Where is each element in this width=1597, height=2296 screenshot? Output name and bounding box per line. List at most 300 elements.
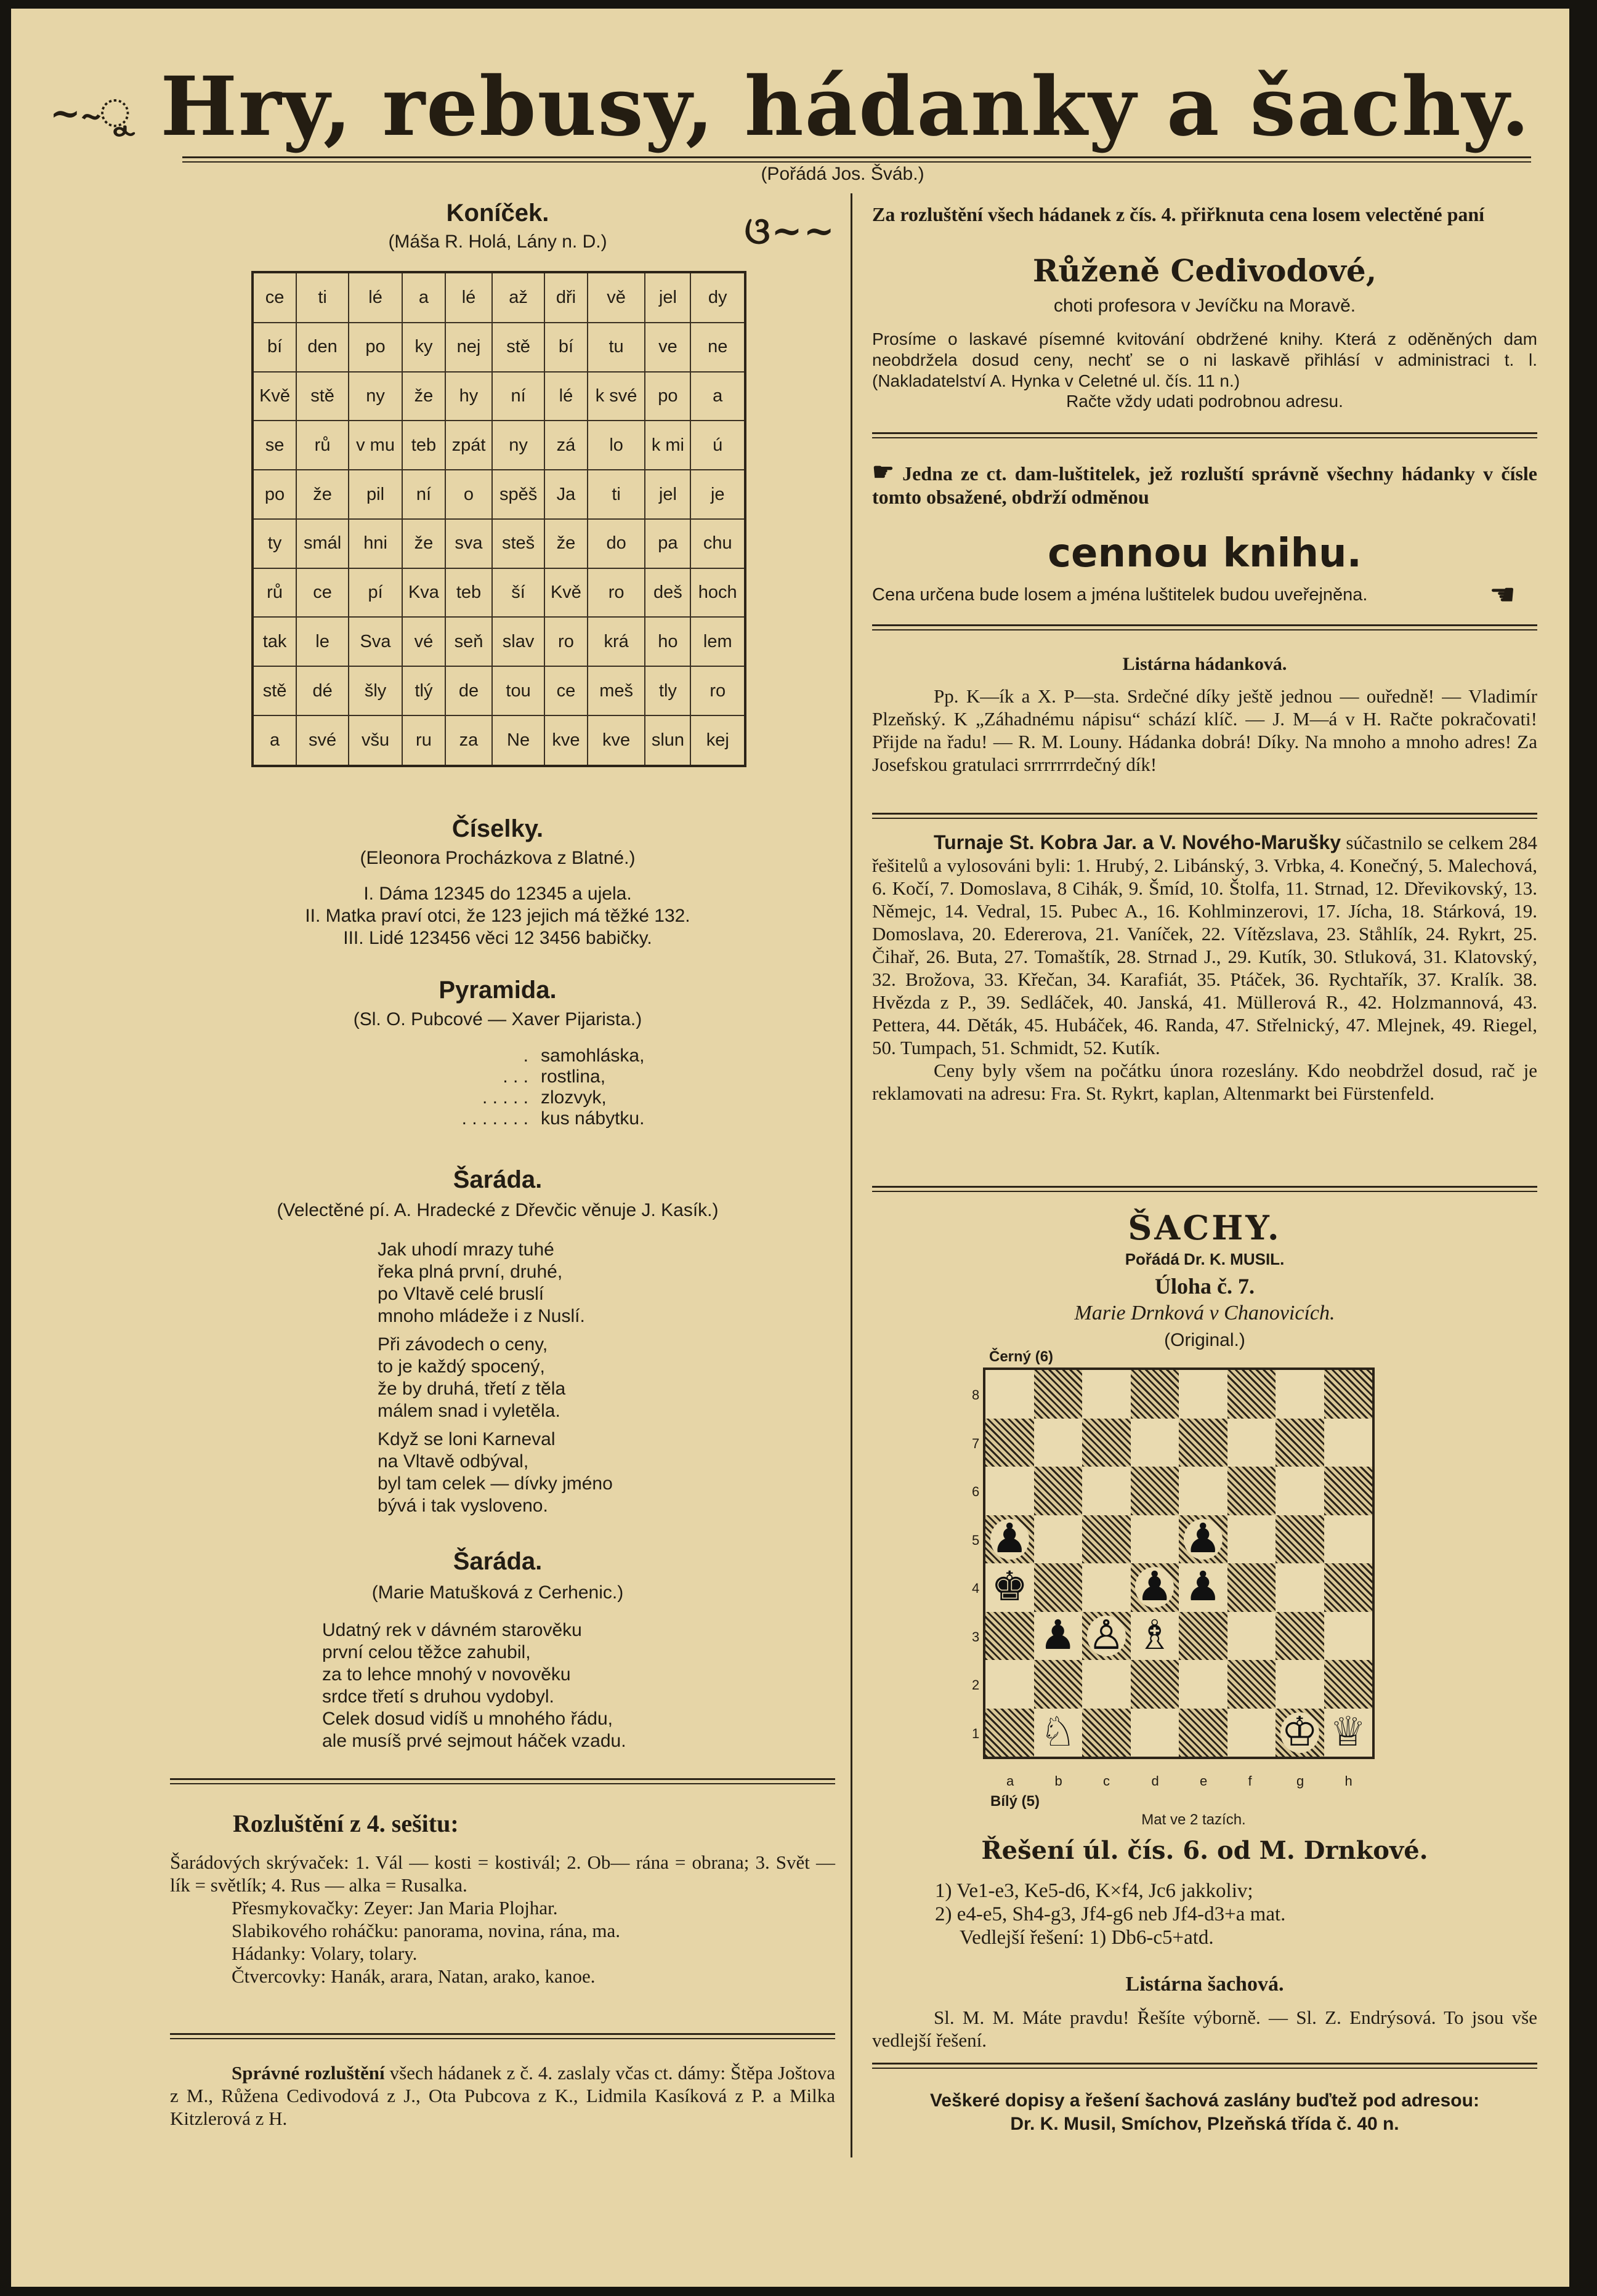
ciselky-line: I. Dáma 12345 do 12345 a ujela.: [363, 884, 632, 904]
listarna-hadankova-text: Pp. K—ík a X. P—sta. Srdečné díky ještě jednou — ouředně! — Vladimír Plzeňský. K „Záhadnému nápisu“ schází klíč. — J. M—á v H. Račte pokračovati! Přijde na řadu! — R. M. Louny. Hádanka dobrá! Díky. Na mnoho a mnoho adres! Za Josefskou gratulaci srrrrrrrdečný dík!: [872, 685, 1537, 775]
square-b4: [1034, 1563, 1083, 1612]
offer-text: [872, 458, 1538, 509]
file-label: c: [1103, 1773, 1110, 1789]
konicek-cell: ve: [645, 323, 690, 372]
konicek-row: [253, 519, 745, 568]
konicek-cell: de: [445, 666, 492, 715]
solution: [935, 1879, 1538, 1949]
konicek-cell: ti: [588, 470, 645, 519]
konicek-cell: tu: [588, 323, 645, 372]
prize-note-last: Račte vždy udati podrobnou adresu.: [1066, 392, 1343, 411]
konicek-cell: a: [690, 372, 745, 421]
konicek-cell: lé: [544, 372, 588, 421]
poem-line: Celek dosud vidíš u mnohého řádu,: [322, 1709, 613, 1729]
solution-line: 1) Ve1-e3, Ke5-d6, K×f4, Jc6 jakkoliv;: [935, 1880, 1253, 1902]
right-rule-7: [872, 1186, 1537, 1188]
file-label: d: [1151, 1773, 1159, 1789]
square-a7: [985, 1419, 1034, 1467]
konicek-cell: meš: [588, 666, 645, 715]
konicek-cell: a: [402, 272, 445, 323]
konicek-row: [253, 323, 745, 372]
prize-note: Prosíme o laskavé písemné kvitování obdržené knihy. Která z oděněných dam neobdržela dosud ceny, nechť se o ni laskavě přihlásí v administraci t. l. (Nakladatelství A. Hynka v Celetné ul. čís. 11 n.): [872, 329, 1537, 390]
turnaje-text: súčastnilo se celkem 284 řešitelů a vylosováni byli: 1. Hrubý, 2. Libánský, 3. Vrbka, 4. Konečný, 5. Malechová, 6. Kočí, 7. Domoslava, 8 Cihák, 9. Šmíd, 10. Štolfa, 11. Strnad, 12. Dřevikovský, 13. Němejc, 14. Vedral, 15. Pubec A., 16. Kohlminzerovi, 17. Jícha, 18. Stárková, 19. Domoslava, 20. Edererova, 21. Vaníček, 22. Vítězslava, 23. Ståhlík, 24. Rykrt, 25. Čihař, 26. Buta, 27. Tomaštík, 28. Strnad J., 29. Kutík, 30. Stluková, 31. Klatovský, 32. Brožova, 33. Křečan, 34. Karafiát, 35. Ptáček, 36. Rychtařík, 37. Kralík. 38. Hvězda z P., 39. Sedláček, 40. Janská, 41. Müllerová R., 42. Holzmannová, 43. Pettera, 44. Děták, 45. Hubáček, 46. Randa, 47. Střelnický, 47. Mlejnek, 49. Riegel, 50. Tumpach, 51. Schmidt, 52. Kutík.: [872, 832, 1538, 1058]
chess-board: [983, 1368, 1375, 1759]
right-rule-9: [872, 2063, 1537, 2064]
konicek-cell: dy: [690, 272, 745, 323]
prize-line: Za rozluštění všech hádanek z čís. 4. přiřknuta cena losem velectěné paní: [872, 203, 1485, 225]
sarada2-title: Šaráda.: [453, 1548, 543, 1575]
konicek-cell: své: [296, 715, 349, 766]
spravne-lead: Správné rozluštění: [232, 2062, 385, 2084]
konicek-cell: steš: [492, 519, 544, 568]
chess-address: Veškeré dopisy a řešení šachová zaslány buďtež pod adresou:: [930, 2090, 1479, 2111]
konicek-cell: Kva: [402, 568, 445, 618]
konicek-cell: kve: [544, 715, 588, 766]
chess-piece-icon: ♟: [1184, 1516, 1221, 1561]
konicek-cell: zá: [544, 421, 588, 470]
offer-big: cennou knihu.: [1048, 531, 1362, 576]
solution-line: Vedlejší řešení: 1) Db6-c5+atd.: [960, 1927, 1214, 1949]
rozlusteni-line: Čtvercovky: Hanák, arara, Natan, arako, kanoe.: [232, 1965, 596, 1987]
square-a5: [985, 1515, 1034, 1564]
chess-piece-icon: ♕: [1330, 1709, 1367, 1755]
konicek-cell: stě: [296, 372, 349, 421]
konicek-cell: rů: [296, 421, 349, 470]
konicek-cell: tlý: [402, 666, 445, 715]
rank-label: 7: [972, 1435, 980, 1451]
konicek-cell: lo: [588, 421, 645, 470]
poem-line: Když se loni Karneval: [378, 1429, 556, 1449]
listarna-hadankova-title: Listárna hádanková.: [1122, 654, 1287, 674]
konicek-cell: hy: [445, 372, 492, 421]
konicek-row: [253, 272, 745, 323]
square-a1: [985, 1709, 1034, 1757]
pyramida-dots-row: . . .: [503, 1066, 528, 1087]
konicek-title: Koníček.: [446, 199, 549, 227]
konicek-cell: k své: [588, 372, 645, 421]
left-rule-3: [170, 2033, 835, 2035]
konicek-row: [253, 421, 745, 470]
konicek-cell: tou: [492, 666, 544, 715]
square-c5: [1082, 1515, 1131, 1564]
konicek-cell: všu: [349, 715, 402, 766]
offer-footer: Cena určena bude losem a jména luštitelek budou uveřejněna.: [872, 585, 1368, 605]
square-g3: [1276, 1612, 1324, 1661]
konicek-cell: hni: [349, 519, 402, 568]
sarada2-poem: [322, 1619, 753, 1752]
konicek-cell: kej: [690, 715, 745, 766]
file-label: h: [1344, 1773, 1352, 1789]
ciselky-title: Číselky.: [451, 815, 544, 842]
right-rule-2: [872, 437, 1537, 438]
solution-title: Řešení úl. čís. 6. od M. Drnkové.: [981, 1836, 1428, 1865]
konicek-cell: ce: [296, 568, 349, 618]
rozlusteni-line: Přesmykovačky: Zeyer: Jan Maria Plojhar.: [232, 1897, 558, 1919]
konicek-cell: le: [296, 617, 349, 666]
chess-caption: Mat ve 2 tazích.: [1141, 1811, 1246, 1828]
konicek-cell: den: [296, 323, 349, 372]
square-b7: [1034, 1419, 1083, 1467]
poem-line: řeka plná první, druhé,: [378, 1262, 563, 1282]
square-d1: [1131, 1709, 1179, 1757]
square-h5: [1324, 1515, 1373, 1564]
konicek-cell: že: [402, 372, 445, 421]
sarada1-title: Šaráda.: [453, 1166, 543, 1193]
konicek-cell: krá: [588, 617, 645, 666]
square-c7: [1082, 1419, 1131, 1467]
prize-name: Růženě Cedivodové,: [1032, 252, 1377, 289]
square-h8: [1324, 1370, 1373, 1419]
konicek-cell: šly: [349, 666, 402, 715]
konicek-row: [253, 372, 745, 421]
konicek-cell: ní: [402, 470, 445, 519]
square-h3: [1324, 1612, 1373, 1661]
file-label: e: [1200, 1773, 1208, 1789]
square-h1: [1324, 1709, 1373, 1757]
square-a8: [985, 1370, 1034, 1419]
square-e2: [1179, 1660, 1227, 1709]
square-g2: [1276, 1660, 1324, 1709]
konicek-cell: zpát: [445, 421, 492, 470]
right-rule-10: [872, 2068, 1537, 2069]
file-label: g: [1296, 1773, 1304, 1789]
konicek-cell: Kvě: [253, 372, 296, 421]
square-e6: [1179, 1467, 1227, 1515]
white-label: Bílý (5): [990, 1793, 1040, 1810]
konicek-cell: vě: [588, 272, 645, 323]
ornament-left: ~~ୁ: [49, 92, 131, 135]
prize-sub: choti profesora v Jevíčku na Moravě.: [1053, 296, 1356, 316]
konicek-cell: ti: [296, 272, 349, 323]
konicek-row: [253, 715, 745, 766]
square-a3: [985, 1612, 1034, 1661]
square-f3: [1227, 1612, 1276, 1661]
chess-piece-icon: ♔: [1281, 1709, 1318, 1755]
square-f1: [1227, 1709, 1276, 1757]
poem-line: byl tam celek — dívky jméno: [378, 1473, 613, 1494]
poem-line: že by druhá, třetí z těla: [378, 1379, 566, 1399]
square-h2: [1324, 1660, 1373, 1709]
konicek-cell: po: [645, 372, 690, 421]
konicek-cell: k mi: [645, 421, 690, 470]
konicek-cell: a: [253, 715, 296, 766]
poem-line: ale musíš prvé sejmout háček vzadu.: [322, 1731, 626, 1751]
poem-line: první celou těžce zahubil,: [322, 1642, 531, 1662]
square-e7: [1179, 1419, 1227, 1467]
konicek-cell: ce: [544, 666, 588, 715]
konicek-cell: spěš: [492, 470, 544, 519]
rank-label: 5: [972, 1532, 980, 1548]
chess-piece-icon: ♟: [1136, 1565, 1173, 1610]
konicek-cell: dři: [544, 272, 588, 323]
pyramida-words: [541, 1045, 726, 1129]
konicek-cell: seň: [445, 617, 492, 666]
konicek-cell: pa: [645, 519, 690, 568]
konicek-cell: ne: [690, 323, 745, 372]
konicek-cell: deš: [645, 568, 690, 618]
square-d7: [1131, 1419, 1179, 1467]
square-f6: [1227, 1467, 1276, 1515]
masthead-rule: [182, 156, 1531, 158]
right-rule: [872, 432, 1537, 434]
konicek-cell: sva: [445, 519, 492, 568]
solution-line: 2) e4-e5, Sh4-g3, Jf4-g6 neb Jf4-d3+a mat.: [935, 1903, 1286, 1925]
page-title: Hry, rebusy, hádanky a šachy.: [160, 59, 1531, 155]
square-g8: [1276, 1370, 1324, 1419]
square-g4: [1276, 1563, 1324, 1612]
pointing-hand-left-icon: ☚: [1489, 579, 1516, 611]
right-rule-5: [872, 813, 1537, 815]
offer-text-body: Jedna ze ct. dam-luštitelek, jež rozluští správně všechny hádanky v čísle tomto obsažené, obdrží odměnou: [872, 462, 1538, 508]
konicek-cell: pil: [349, 470, 402, 519]
rozlusteni-para: Šarádových skrývaček: 1. Vál — kosti = kostivál; 2. Ob— rána = obrana; 3. Svět — lík = světlík; 4. Rus — alka = Rusalka.: [170, 1851, 835, 1896]
konicek-cell: slav: [492, 617, 544, 666]
square-g5: [1276, 1515, 1324, 1564]
konicek-grid: [251, 271, 746, 767]
konicek-cell: v mu: [349, 421, 402, 470]
konicek-cell: rů: [253, 568, 296, 618]
square-d5: [1131, 1515, 1179, 1564]
konicek-cell: do: [588, 519, 645, 568]
square-a4: [985, 1563, 1034, 1612]
konicek-cell: tak: [253, 617, 296, 666]
file-label: b: [1054, 1773, 1062, 1789]
rank-label: 6: [972, 1484, 980, 1499]
chess-piece-icon: ♟: [1040, 1613, 1077, 1658]
konicek-row: [253, 568, 745, 618]
square-g7: [1276, 1419, 1324, 1467]
konicek-cell: Sva: [349, 617, 402, 666]
square-e3: [1179, 1612, 1227, 1661]
konicek-cell: slun: [645, 715, 690, 766]
poem-line: bývá i tak vysloveno.: [378, 1496, 548, 1516]
konicek-cell: ní: [492, 372, 544, 421]
ciselky-line: III. Lidé 123456 věci 12 3456 babičky.: [343, 928, 652, 948]
konicek-cell: za: [445, 715, 492, 766]
square-b3: [1034, 1612, 1083, 1661]
square-f2: [1227, 1660, 1276, 1709]
konicek-cell: ky: [402, 323, 445, 372]
square-f4: [1227, 1563, 1276, 1612]
file-label: f: [1248, 1773, 1252, 1789]
square-e1: [1179, 1709, 1227, 1757]
konicek-cell: až: [492, 272, 544, 323]
pyramida-title: Pyramida.: [439, 977, 557, 1004]
konicek-cell: že: [296, 470, 349, 519]
konicek-cell: že: [402, 519, 445, 568]
chess-piece-icon: ♘: [1040, 1709, 1077, 1755]
square-e4: [1179, 1563, 1227, 1612]
chess-address-2: Dr. K. Musil, Smíchov, Plzeňská třída č. 40 n.: [1010, 2114, 1399, 2134]
konicek-cell: po: [349, 323, 402, 372]
konicek-cell: po: [253, 470, 296, 519]
konicek-cell: nej: [445, 323, 492, 372]
square-c4: [1082, 1563, 1131, 1612]
square-b8: [1034, 1370, 1083, 1419]
square-c8: [1082, 1370, 1131, 1419]
square-d4: [1131, 1563, 1179, 1612]
konicek-cell: ro: [544, 617, 588, 666]
konicek-cell: teb: [445, 568, 492, 618]
right-rule-8: [872, 1191, 1537, 1192]
poem-line: Při závodech o ceny,: [378, 1334, 548, 1355]
magazine-page: [11, 9, 1569, 2287]
rank-label: 2: [972, 1677, 980, 1693]
rozlusteni-line: Slabikového roháčku: panorama, novina, rána, ma.: [232, 1920, 620, 1941]
poem-line: málem snad i vyletěla.: [378, 1401, 560, 1421]
square-b2: [1034, 1660, 1083, 1709]
sachy-original: (Original.): [1164, 1330, 1245, 1350]
ciselky-lines: [190, 883, 806, 949]
konicek-cell: jel: [645, 272, 690, 323]
konicek-cell: vé: [402, 617, 445, 666]
square-d6: [1131, 1467, 1179, 1515]
spravne-rozlusteni: [170, 2061, 835, 2130]
spravne-text: všech hádanek z č. 4. zaslaly včas ct. dámy: Štěpa Joštova z M., Růžena Cedivodová z J., Ota Pubcova z K., Lidmila Kasíková z P. a Milka Kitzlerová z H.: [170, 2062, 835, 2129]
left-rule-2: [170, 1783, 835, 1784]
konicek-cell: dé: [296, 666, 349, 715]
square-f5: [1227, 1515, 1276, 1564]
poem-line: srdce třetí s druhou vydobyl.: [322, 1686, 554, 1707]
sarada1-poem: [378, 1239, 747, 1517]
left-rule: [170, 1778, 835, 1780]
konicek-cell: lé: [445, 272, 492, 323]
rozlusteni-text: [170, 1851, 835, 1988]
konicek-cell: ty: [253, 519, 296, 568]
rank-label: 1: [972, 1725, 980, 1741]
konicek-cell: teb: [402, 421, 445, 470]
right-rule-3: [872, 624, 1537, 626]
organizer: (Pořádá Jos. Šváb.): [761, 164, 924, 184]
sachy-problem: Úloha č. 7.: [1155, 1274, 1255, 1299]
konicek-row: [253, 666, 745, 715]
square-h6: [1324, 1467, 1373, 1515]
konicek-cell: ší: [492, 568, 544, 618]
chess-piece-icon: ♚: [991, 1565, 1028, 1610]
konicek-cell: se: [253, 421, 296, 470]
konicek-cell: stě: [492, 323, 544, 372]
rank-label: 4: [972, 1581, 980, 1596]
konicek-cell: bí: [544, 323, 588, 372]
pyramida-word: zlozvyk,: [541, 1087, 607, 1108]
sachy-organizer: Pořádá Dr. K. MUSIL.: [1125, 1250, 1285, 1268]
konicek-cell: lé: [349, 272, 402, 323]
chess-piece-icon: ♙: [1088, 1613, 1125, 1658]
rozlusteni-title: Rozluštění z 4. sešitu:: [233, 1810, 459, 1837]
square-g1: [1276, 1709, 1324, 1757]
konicek-cell: ro: [588, 568, 645, 618]
konicek-cell: stě: [253, 666, 296, 715]
pyramida-dots-row: . . . . . . .: [461, 1108, 528, 1129]
square-b1: [1034, 1709, 1083, 1757]
konicek-cell: bí: [253, 323, 296, 372]
konicek-cell: ho: [645, 617, 690, 666]
left-rule-4: [170, 2038, 835, 2039]
pyramida-author: (Sl. O. Pubcové — Xaver Pijarista.): [353, 1009, 642, 1029]
konicek-cell: o: [445, 470, 492, 519]
konicek-cell: že: [544, 519, 588, 568]
poem-line: na Vltavě odbýval,: [378, 1451, 529, 1472]
konicek-cell: Kvě: [544, 568, 588, 618]
sachy-title: ŠACHY.: [1128, 1208, 1282, 1247]
konicek-author: (Máša R. Holá, Lány n. D.): [388, 232, 607, 252]
square-c2: [1082, 1660, 1131, 1709]
square-a2: [985, 1660, 1034, 1709]
listarna-sachova-title: Listárna šachová.: [1125, 1973, 1284, 1996]
pyramida-dots-row: .: [523, 1045, 528, 1066]
poem-line: Jak uhodí mrazy tuhé: [378, 1239, 554, 1260]
sarada1-author: (Velectěné pí. A. Hradecké z Dřevčic věnuje J. Kasík.): [277, 1200, 719, 1220]
konicek-cell: pí: [349, 568, 402, 618]
chess-piece-icon: ♗: [1136, 1613, 1173, 1658]
square-c1: [1082, 1709, 1131, 1757]
pyramida-word: kus nábytku.: [541, 1108, 645, 1129]
rank-label: 3: [972, 1629, 980, 1645]
square-d2: [1131, 1660, 1179, 1709]
turnaje-text2: Ceny byly všem na počátku února rozeslány. Kdo neobdržel dosud, rač je reklamovati na adresu: Fra. St. Rykrt, kaplan, Altenmarkt bei Fürstenfeld.: [872, 1060, 1537, 1104]
pyramida-dots: [356, 1045, 528, 1129]
square-c3: [1082, 1612, 1131, 1661]
poem-line: za to lehce mnohý v novověku: [322, 1664, 571, 1685]
konicek-cell: chu: [690, 519, 745, 568]
chess-piece-icon: ♟: [991, 1516, 1028, 1561]
listarna-sachova-text: Sl. M. M. Máte pravdu! Řešíte výborně. — Sl. Z. Endrýsová. To jsou vše vedlejší řešení.: [872, 2007, 1537, 2051]
pyramida-dots-row: . . . . .: [482, 1087, 528, 1108]
rank-label: 8: [972, 1387, 980, 1403]
rozlusteni-line: Hádanky: Volary, tolary.: [232, 1943, 418, 1964]
file-label: a: [1006, 1773, 1014, 1789]
square-f7: [1227, 1419, 1276, 1467]
ciselky-line: II. Matka praví otci, že 123 jejich má těžké 132.: [305, 906, 690, 926]
konicek-cell: je: [690, 470, 745, 519]
sachy-author: Marie Drnková v Chanovicích.: [1074, 1302, 1335, 1324]
square-b6: [1034, 1467, 1083, 1515]
square-d8: [1131, 1370, 1179, 1419]
turnaje: [872, 831, 1537, 1105]
konicek-cell: ce: [253, 272, 296, 323]
konicek-cell: smál: [296, 519, 349, 568]
konicek-cell: lem: [690, 617, 745, 666]
poem-line: Udatný rek v dávném starověku: [322, 1620, 582, 1640]
square-b5: [1034, 1515, 1083, 1564]
ornament-right: ଓ~~: [745, 209, 836, 252]
konicek-cell: hoch: [690, 568, 745, 618]
square-c6: [1082, 1467, 1131, 1515]
masthead-rule-2: [182, 161, 1531, 163]
pyramida-word: samohláska,: [541, 1045, 645, 1066]
konicek-cell: ny: [492, 421, 544, 470]
square-h4: [1324, 1563, 1373, 1612]
pyramida-word: rostlina,: [541, 1066, 606, 1087]
konicek-cell: ru: [402, 715, 445, 766]
konicek-cell: Ja: [544, 470, 588, 519]
square-h7: [1324, 1419, 1373, 1467]
poem-line: to je každý spocený,: [378, 1356, 545, 1377]
column-divider: [851, 193, 852, 2157]
poem-line: mnoho mládeže i z Nuslí.: [378, 1306, 585, 1326]
pointing-hand-icon: ☛: [872, 458, 894, 486]
black-label: Černý (6): [989, 1348, 1054, 1365]
right-rule-6: [872, 818, 1537, 819]
turnaje-lead: Turnaje St. Kobra Jar. a V. Nového-Marušky: [934, 831, 1341, 853]
konicek-row: [253, 617, 745, 666]
right-rule-4: [872, 629, 1537, 630]
square-e5: [1179, 1515, 1227, 1564]
square-a6: [985, 1467, 1034, 1515]
konicek-cell: ro: [690, 666, 745, 715]
ciselky-author: (Eleonora Procházkova z Blatné.): [360, 848, 636, 868]
square-d3: [1131, 1612, 1179, 1661]
